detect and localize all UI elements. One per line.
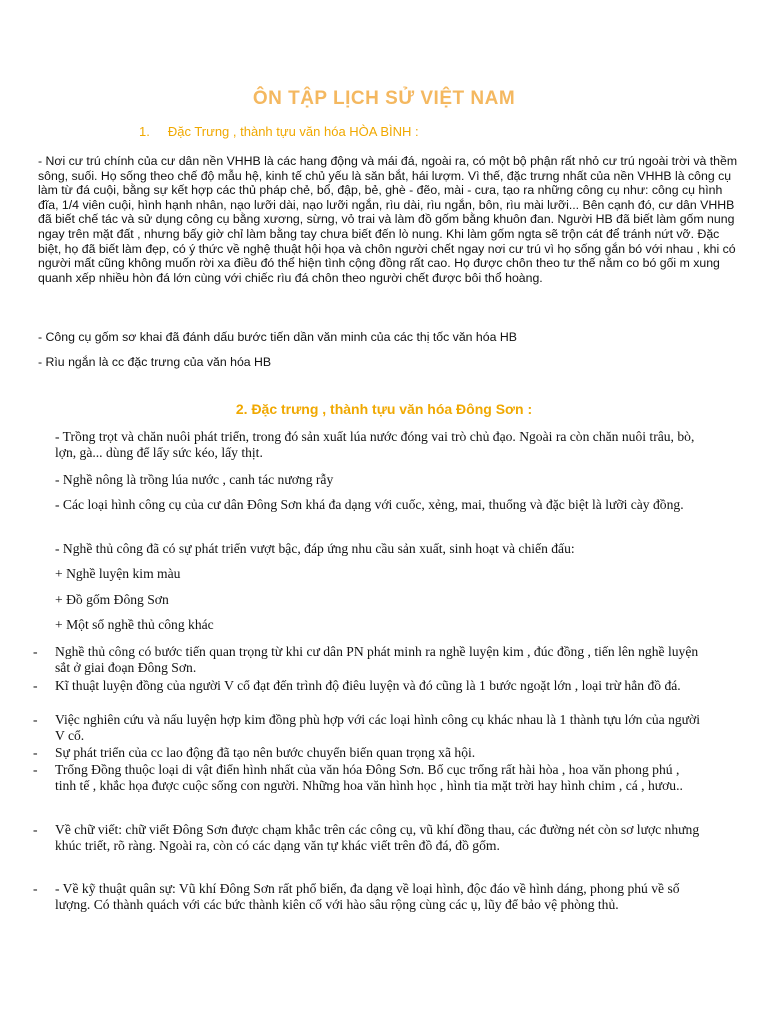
bullet-2: Kĩ thuật luyện đồng của người V cổ đạt đến trình độ điêu luyện và đó cũng là 1 bước ngoặt lớn , loại trừ hẳn đồ đá. [55, 678, 681, 693]
bullet-marker-1: - [33, 644, 38, 659]
section2-paragraph-1: - Trồng trọt và chăn nuôi phát triển, trong đó sản xuất lúa nước đóng vai trò chủ đạo. Ngoài ra còn chăn nuôi trâu, bò, lợn, gà... dùng để lấy sức kéo, lấy thịt. [55, 429, 695, 461]
bullet-3: Việc nghiên cứu và nấu luyện hợp kim đồng phù hợp với các loại hình công cụ khác nhau là 1 thành tựu lớn của người V cổ. [55, 712, 701, 744]
page-title: ÔN TẬP LỊCH SỬ VIỆT NAM [252, 88, 516, 109]
bullet-marker-7: - [33, 881, 38, 896]
bullet-4: Sự phát triển của cc lao động đã tạo nên bước chuyển biến quan trọng xã hội. [55, 745, 476, 760]
bullet-marker-3: - [33, 712, 38, 727]
section1-paragraph-1: - Nơi cư trú chính của cư dân nền VHHB là các hang động và mái đá, ngoài ra, có một bộ phận rất nhỏ cư trú ngoài trời và thềm sông, suối. Họ sống theo chế độ mẫu hệ, kinh tế chủ yếu là săn bắt, hái lượm. Vì thế, đặc trưng nhất của nền VHHB là công cụ làm từ đá cuội, bằng sự kết hợp các thủ pháp chẻ, bổ, đập, bẻ, ghè - đẽo, mài - cưa, tạo ra những công cụ như: công cụ hình đĩa, 1/4 viên cuội, hình hạnh nhân, nạo lưỡi dài, nạo lưỡi ngắn, rìu dài, rìu ngắn, bôn, rìu mài lưỡi... Bên cạnh đó, cư dân VHHB đã biết chế tác và sử dụng công cụ bằng xương, sừng, vỏ trai và làm đồ gốm bằng khuôn đan. Người HB đã biết làm gốm nung ngay trên mặt đất , nhưng bấy giờ chỉ làm bằng tay chưa biết đến lò nung. Khi làm gốm ngta sẽ trộn cát để tránh nứt vỡ. Đặc biệt, họ đã biết làm đẹp, có ý thức về nghệ thuật hội họa và chôn người chết ngay nơi cư trú vì họ sống gắn bó với nhau , khi có người mất cũng không muốn rời xa điều đó thể hiện tình cộng đồng rất cao. Họ được chôn theo tư thế nằm co bó gối m xung quanh xếp nhiều hòn đá lớn cùng với chiếc rìu đá chôn theo người chết được bôi thổ hoàng. [38, 154, 738, 285]
section1-number: 1. [139, 124, 150, 139]
section2-heading: 2. Đặc trưng , thành tựu văn hóa Đông Sơn : [235, 401, 533, 417]
bullet-marker-5: - [33, 762, 38, 777]
section2-item-2: + Đồ gốm Đông Sơn [55, 592, 169, 607]
bullet-7: - Về kỹ thuật quân sự: Vũ khí Đông Sơn rất phổ biến, đa dạng về loại hình, độc đáo về hình dáng, phong phú về số lượng. Có thành quách với các bức thành kiên cố với hào sâu rộng cùng các ụ, lũy để bảo vệ phòng thủ. [55, 881, 680, 913]
section1-heading-text: Đặc Trưng , thành tựu văn hóa HÒA BÌNH : [167, 124, 419, 139]
section2-item-1: + Nghề luyện kim màu [55, 566, 181, 581]
bullet-6: Về chữ viết: chữ viết Đông Sơn được chạm khắc trên các công cụ, vũ khí đồng thau, các đường nét còn sơ lược nhưng khúc triết, rõ ràng. Ngoài ra, còn có các dạng văn tự khác viết trên đồ đá, đồ gốm. [55, 822, 700, 854]
section1-heading [139, 124, 419, 139]
bullet-marker-4: - [33, 745, 38, 760]
bullet-5: Trống Đồng thuộc loại di vật điển hình nhất của văn hóa Đông Sơn. Bố cục trống rất hài hòa , hoa văn phong phú , tinh tế , khắc họa được cuộc sống con người. Những hoa văn hình học , hình tia mặt trời hay hình chim , cá , hươu.. [55, 762, 683, 794]
section2-paragraph-2: - Nghề nông là trồng lúa nước , canh tác nương rẫy [55, 472, 334, 487]
bullet-marker-6: - [33, 822, 38, 837]
section1-paragraph-2: - Công cụ gốm sơ khai đã đánh dấu bước tiến dần văn minh của các thị tốc văn hóa HB [38, 330, 517, 344]
bullet-marker-2: - [33, 678, 38, 693]
section2-item-3: + Một số nghề thủ công khác [55, 617, 214, 632]
bullet-1: Nghề thủ công có bước tiến quan trọng từ khi cư dân PN phát minh ra nghề luyện kim , đúc đồng , tiến lên nghề luyện sắt ở giai đoạn Đông Sơn. [55, 644, 699, 676]
section2-paragraph-4: - Nghề thủ công đã có sự phát triển vượt bậc, đáp ứng nhu cầu sản xuất, sinh hoạt và chiến đấu: [55, 541, 575, 556]
section2-paragraph-3: - Các loại hình công cụ của cư dân Đông Sơn khá đa dạng với cuốc, xẻng, mai, thuổng và đặc biệt là lưỡi cày đồng. [55, 497, 684, 512]
section1-paragraph-3: - Rìu ngắn là cc đặc trưng của văn hóa HB [38, 355, 272, 369]
